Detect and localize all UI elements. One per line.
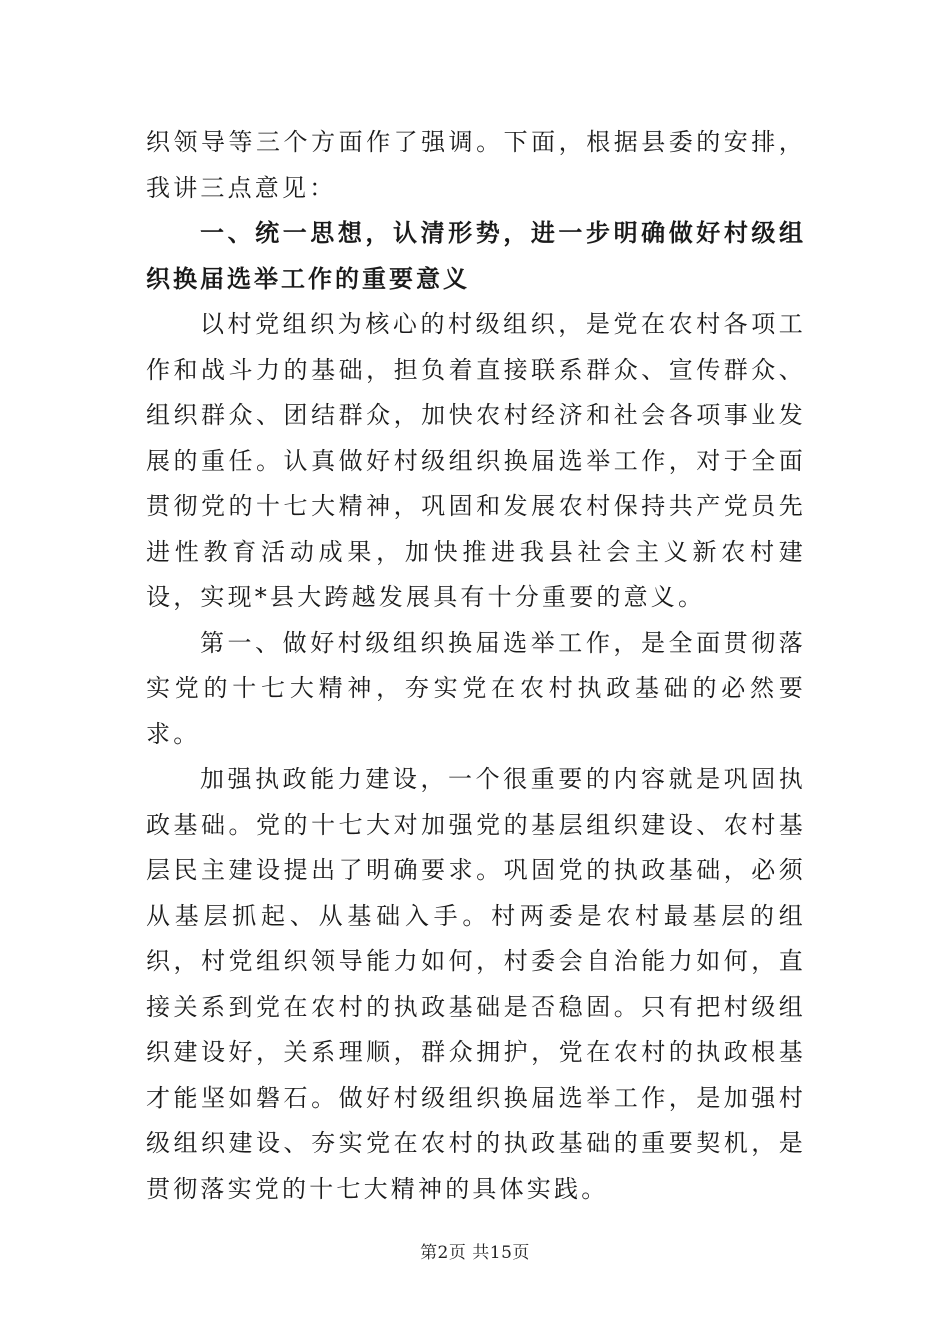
page-number-footer: 第2页 共15页 [420, 1243, 530, 1263]
document-body [146, 120, 806, 1212]
paragraph: 第一、做好村级组织换届选举工作，是全面贯彻落实党的十七大精神，夯实党在农村执政基础的必然要求。 [146, 628, 806, 748]
paragraph: 加强执政能力建设，一个很重要的内容就是巩固执政基础。党的十七大对加强党的基层组织建设、农村基层民主建设提出了明确要求。巩固党的执政基础，必须从基层抓起、从基础入手。村两委是农村最基层的组织，村党组织领导能力如何，村委会自治能力如何，直接关系到党在农村的执政基础是否稳固。只有把村级组织建设好，关系理顺，群众拥护，党在农村的执政根基才能坚如磐石。做好村级组织换届选举工作，是加强村级组织建设、夯实党在农村的执政基础的重要契机，是贯彻落实党的十七大精神的具体实践。 [146, 765, 806, 1203]
section-heading: 一、统一思想，认清形势，进一步明确做好村级组织换届选举工作的重要意义 [146, 219, 806, 293]
paragraph: 以村党组织为核心的村级组织，是党在农村各项工作和战斗力的基础，担负着直接联系群众、宣传群众、组织群众、团结群众，加快农村经济和社会各项事业发展的重任。认真做好村级组织换届选举工作，对于全面贯彻党的十七大精神，巩固和发展农村保持共产党员先进性教育活动成果，加快推进我县社会主义新农村建设，实现*县大跨越发展具有十分重要的意义。 [146, 310, 806, 611]
paragraph-continuation: 织领导等三个方面作了强调。下面，根据县委的安排，我讲三点意见： [146, 128, 806, 202]
